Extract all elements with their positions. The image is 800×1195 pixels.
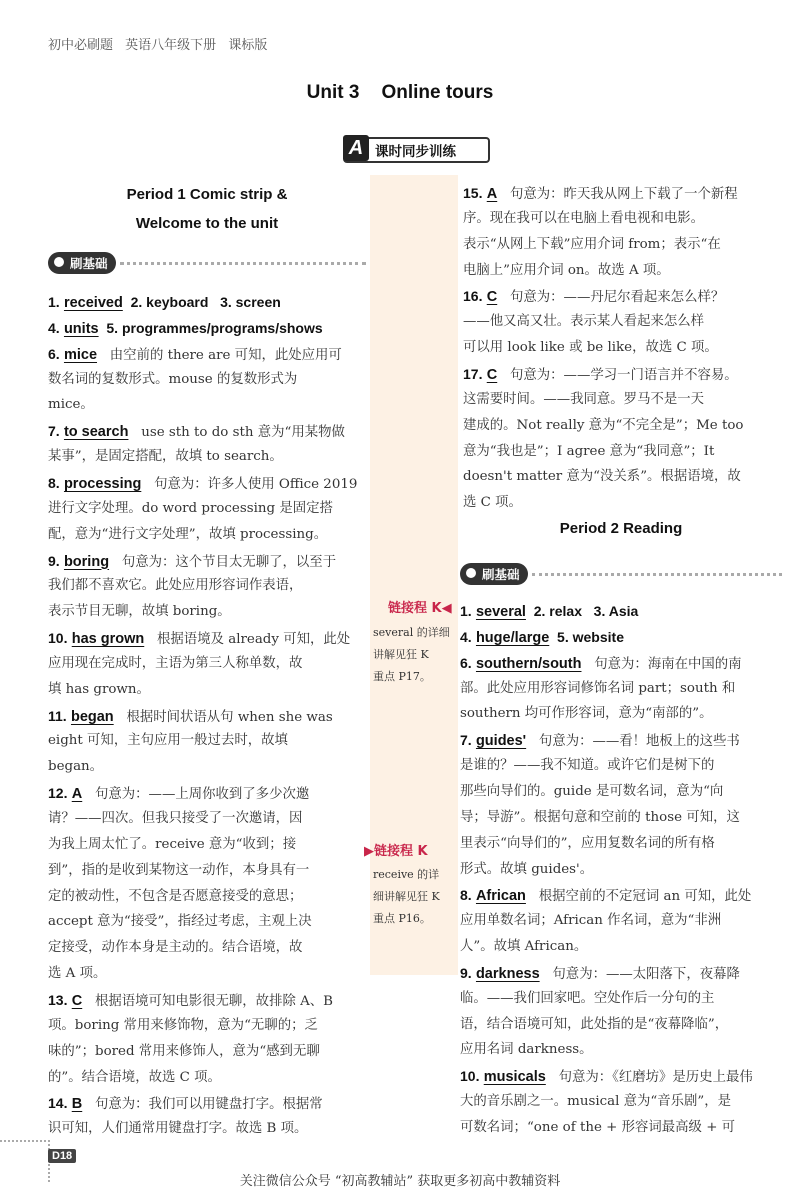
section-tag: 刷基础 xyxy=(460,563,528,585)
answer-word: musicals xyxy=(483,1069,546,1086)
link-note-1-line: several 的详细 xyxy=(373,626,450,639)
explanation-text: 电脑上”应用介词 on。故选 A 项。 xyxy=(463,262,670,278)
answer-line xyxy=(48,470,357,498)
explanation-text: 某事”，是固定搭配，故填 to search。 xyxy=(48,449,283,465)
answer-line xyxy=(48,728,288,754)
answer-line xyxy=(460,1012,728,1038)
section-banner xyxy=(343,137,490,163)
item-number: 9. xyxy=(48,552,60,569)
explanation-text: 句意为：——学习一门语言并不容易。 xyxy=(497,367,738,383)
explanation-text: 的”。结合语境，故选 C 项。 xyxy=(48,1069,221,1085)
footer-note: 关注微信公众号 “初高教辅站” 获取更多初高中教辅资料 xyxy=(239,1174,561,1189)
answer-line xyxy=(460,624,624,652)
answer-line xyxy=(48,884,302,910)
unit-name: Online tours xyxy=(381,82,494,103)
answer-line xyxy=(460,753,714,779)
answer-line xyxy=(460,650,742,678)
answer-line xyxy=(48,496,333,522)
explanation-text: mice。 xyxy=(48,397,94,413)
link-note-2-line: 细讲解见狂 K xyxy=(373,890,440,903)
explanation-text: 填 has grown。 xyxy=(48,681,150,697)
explanation-text: 数名词的复数形式。mouse 的复数形式为 xyxy=(48,371,298,387)
explanation-text: use sth to do sth 意为“用某物做 xyxy=(128,425,345,441)
link-note-2 xyxy=(373,864,440,930)
answer-line xyxy=(463,361,738,389)
answer-line xyxy=(460,598,638,626)
answer-line xyxy=(463,464,741,490)
unit-title xyxy=(0,82,800,104)
answer-line xyxy=(48,418,345,446)
answer-line xyxy=(48,548,336,576)
explanation-text: 进行文字处理。do word processing 是固定搭 xyxy=(48,500,333,516)
answer-line xyxy=(463,232,721,258)
item-number: 6. xyxy=(460,654,472,671)
explanation-text: 句意为：——太阳落下，夜幕降 xyxy=(539,966,740,982)
right-section-label xyxy=(460,563,782,585)
item-number: 17. xyxy=(463,365,483,382)
explanation-text: began。 xyxy=(48,759,104,775)
answer-line xyxy=(48,909,312,935)
answer-word: African xyxy=(475,888,526,905)
answer-line xyxy=(460,908,721,934)
answer-word: A xyxy=(486,186,498,202)
explanation-text: 可数名词；“one of the + 形容词最高级 + 可 xyxy=(460,1120,736,1135)
explanation-text: ——他又高又壮。表示某人看起来怎么样 xyxy=(463,314,705,330)
explanation-text: accept 意为“接受”，指经过考虑，主观上决 xyxy=(48,914,312,930)
answer-line xyxy=(48,444,283,470)
answer-line xyxy=(463,206,704,232)
item-number: 7. xyxy=(460,732,472,749)
explanation-text: 序。现在我可以在电脑上看电视和电影。 xyxy=(463,210,705,226)
explanation-text: 里表示“向导们的”，应用复数名词的所有格 xyxy=(460,835,715,851)
explanation-text: 句意为：《红磨坊》是历史上最伟 xyxy=(545,1070,753,1086)
explanation-text: 2. relax 3. Asia xyxy=(525,603,639,619)
period2-heading: Period 2 Reading xyxy=(559,520,683,537)
explanation-text: 到”，指的是收到某物这一动作，本身具有一 xyxy=(48,862,310,878)
explanation-text: 识可知，人们通常用键盘打字。故选 B 项。 xyxy=(48,1121,308,1137)
explanation-text: 句意为：许多人使用 Office 2019 xyxy=(141,476,358,492)
left-section-label xyxy=(48,252,366,274)
explanation-text: 根据语境可知电影很无聊，故排除 A、B xyxy=(82,993,334,1009)
answer-line xyxy=(48,1039,320,1065)
item-number: 15. xyxy=(463,185,483,201)
answer-line xyxy=(460,882,751,910)
explanation-text: 根据语境及 already 可知，此处 xyxy=(144,632,351,648)
explanation-text: 大的音乐剧之一。musical 意为“音乐剧”，是 xyxy=(460,1094,732,1110)
answer-line xyxy=(48,858,309,884)
explanation-text: 句意为：——上周你收到了多少次邀 xyxy=(82,787,310,803)
item-number: 10. xyxy=(460,1068,480,1085)
answer-line xyxy=(48,677,150,703)
answer-word: guides' xyxy=(475,733,527,750)
explanation-text: 2. keyboard 3. screen xyxy=(122,294,281,310)
answer-line xyxy=(463,283,724,311)
answer-line xyxy=(463,258,670,284)
explanation-text: 意为“我也是”；I agree 意为“我同意”；It xyxy=(463,443,715,459)
answer-line xyxy=(48,573,302,599)
explanation-text: 根据空前的不定冠词 an 可知，此处 xyxy=(525,889,752,905)
item-number: 4. xyxy=(48,319,60,336)
answer-line xyxy=(460,1115,735,1141)
explanation-text: 应用单数名词；African 作名词，意为“非洲 xyxy=(460,913,722,929)
explanation-text: 语，结合语境可知，此处指的是“夜幕降临”， xyxy=(460,1016,729,1032)
answer-word: C xyxy=(486,366,498,383)
answer-line xyxy=(460,701,713,727)
header-book: 初中必刷题 xyxy=(48,38,114,53)
banner-badge: A xyxy=(343,135,369,161)
explanation-text: southern 均可作形容词，意为“南部的”。 xyxy=(460,706,713,722)
explanation-text: 味的”；bored 常用来修饰人，意为“感到无聊 xyxy=(48,1043,320,1059)
answer-word: received xyxy=(63,295,123,311)
explanation-text: 句意为：——看！地板上的这些书 xyxy=(526,734,740,750)
answer-line xyxy=(48,1013,318,1039)
answer-line xyxy=(48,806,302,832)
answer-word: has grown xyxy=(71,631,145,648)
answer-line xyxy=(463,413,744,439)
answer-word: C xyxy=(486,289,498,306)
explanation-text: 句意为：——丹尼尔看起来怎么样？ xyxy=(497,290,725,306)
explanation-text: 定接受，动作本身是主动的。结合语境，故 xyxy=(48,940,303,956)
explanation-text: 句意为：海南在中国的南 xyxy=(581,656,742,672)
answer-line xyxy=(48,935,302,961)
explanation-text: 可以用 look like 或 be like，故选 C 项。 xyxy=(463,340,718,356)
item-number: 8. xyxy=(460,887,472,904)
explanation-text: eight 可知，主句应用一般过去时，故填 xyxy=(48,733,288,749)
explanation-text: 选 A 项。 xyxy=(48,966,107,982)
explanation-text: 由空前的 there are 可知，此处应用可 xyxy=(97,347,342,363)
answer-line xyxy=(48,289,281,317)
answer-line xyxy=(463,180,738,208)
link-note-heading-1: 链接程 K◀ xyxy=(388,601,452,616)
explanation-text: 这需要时间。——我同意。罗马不是一天 xyxy=(463,391,705,407)
explanation-text: 项。boring 常用来修饰物，意为“无聊的；乏 xyxy=(48,1017,318,1033)
link-note-1-line: 重点 P17。 xyxy=(373,670,431,683)
section-tag: 刷基础 xyxy=(48,252,116,274)
item-number: 16. xyxy=(463,288,483,305)
answer-line xyxy=(48,392,94,418)
answer-word: units xyxy=(63,320,99,337)
explanation-text: 配，意为“进行文字处理”，故填 processing。 xyxy=(48,526,328,542)
explanation-text: 选 C 项。 xyxy=(463,495,522,511)
answer-line xyxy=(460,676,735,702)
header-edition: 课标版 xyxy=(228,38,268,53)
explanation-text: 句意为：我们可以用键盘打字。根据常 xyxy=(82,1097,323,1113)
answer-word: to search xyxy=(63,424,129,441)
dotted-rule xyxy=(532,572,782,576)
explanation-text: 句意为：昨天我从网上下载了一个新程 xyxy=(497,187,738,202)
explanation-text: 部。此处应用形容词修饰名词 part；south 和 xyxy=(460,680,736,696)
answer-line xyxy=(460,805,740,831)
answer-word: darkness xyxy=(475,965,540,982)
explanation-text: 为我上周太忙了。receive 意为“收到；接 xyxy=(48,836,297,852)
item-number: 6. xyxy=(48,345,60,362)
answer-line xyxy=(463,439,714,465)
answer-line xyxy=(48,832,296,858)
item-number: 4. xyxy=(460,628,472,645)
item-number: 1. xyxy=(48,294,60,310)
dotted-rule xyxy=(120,261,366,265)
link-note-heading-2: ▶链接程 K xyxy=(364,844,428,859)
explanation-text: doesn't matter 意为“没关系”。根据语境，故 xyxy=(463,469,741,485)
answer-line xyxy=(48,651,302,677)
answer-line xyxy=(460,857,593,883)
item-number: 1. xyxy=(460,603,472,619)
answer-word: southern/south xyxy=(475,655,582,672)
item-number: 7. xyxy=(48,423,60,440)
answer-line xyxy=(48,1116,307,1142)
answer-line xyxy=(48,625,350,653)
explanation-text: 定的被动性，不包含是否愿意接受的意思； xyxy=(48,888,303,904)
explanation-text: 应用现在完成时，主语为第三人称单数，故 xyxy=(48,655,303,671)
answer-line xyxy=(463,387,704,413)
answer-line xyxy=(460,831,715,857)
answer-line xyxy=(48,987,333,1015)
link-note-2-line: receive 的详 xyxy=(373,868,440,881)
link-note-1 xyxy=(373,622,450,688)
item-number: 13. xyxy=(48,991,68,1008)
answer-line xyxy=(48,961,106,987)
answer-word: processing xyxy=(63,475,142,492)
explanation-text: 5. programmes/programs/shows xyxy=(98,319,323,336)
banner-text: 课时同步训练 xyxy=(375,144,456,160)
answer-line xyxy=(48,315,323,343)
unit-number: Unit 3 xyxy=(306,82,360,103)
item-number: 9. xyxy=(460,964,472,981)
answer-line xyxy=(48,703,333,731)
explanation-text: 应用名词 darkness。 xyxy=(460,1042,593,1058)
explanation-text: 那些向导们的。guide 是可数名词，意为“向 xyxy=(460,783,724,799)
item-number: 11. xyxy=(48,707,67,724)
answer-word: mice xyxy=(63,346,98,363)
answer-word: boring xyxy=(63,553,110,570)
explanation-text: 导；导游”。根据句意和空前的 those 可知，这 xyxy=(460,809,740,825)
answer-word: A xyxy=(71,786,83,803)
answer-word: began xyxy=(70,708,114,725)
period1-heading-line2: Welcome to the unit xyxy=(135,215,279,232)
answer-line xyxy=(463,309,704,335)
answer-word: C xyxy=(71,992,83,1009)
item-number: 10. xyxy=(48,630,68,647)
explanation-text: 根据时间状语从句 when she was xyxy=(113,709,333,725)
answer-line xyxy=(48,599,231,625)
answer-word: several xyxy=(475,604,526,620)
explanation-text: 请？——四次。但我只接受了一次邀请，因 xyxy=(48,811,303,826)
explanation-text: 表示节目无聊，故填 boring。 xyxy=(48,604,231,620)
answer-line xyxy=(48,754,103,780)
explanation-text: 临。——我们回家吧。空处作后一分句的主 xyxy=(460,990,715,1006)
running-header xyxy=(48,34,275,53)
explanation-text: 形式。故填 guides'。 xyxy=(460,861,594,877)
link-note-2-line: 重点 P16。 xyxy=(373,912,431,925)
answer-line xyxy=(463,335,718,361)
answer-line xyxy=(460,986,714,1012)
answer-line xyxy=(460,727,740,755)
answer-line xyxy=(460,1089,731,1115)
answer-line xyxy=(48,367,297,393)
answer-line xyxy=(463,490,522,516)
explanation-text: 建成的。Not really 意为“不完全是”；Me too xyxy=(463,417,744,433)
explanation-text: 5. website xyxy=(549,628,624,645)
link-note-1-line: 讲解见狂 K xyxy=(373,648,429,661)
explanation-text: 是谁的？——我不知道。或许它们是树下的 xyxy=(460,758,715,774)
explanation-text: 我们都不喜欢它。此处应用形容词作表语， xyxy=(48,578,303,594)
page-number: D18 xyxy=(48,1149,76,1163)
header-subject: 英语八年级下册 xyxy=(125,38,217,53)
answer-line xyxy=(460,779,723,805)
answer-word: huge/large xyxy=(475,629,550,646)
answer-word: B xyxy=(71,1096,83,1113)
item-number: 8. xyxy=(48,474,60,491)
answer-line xyxy=(48,780,309,808)
answer-line xyxy=(48,1065,221,1091)
period1-heading-line1: Period 1 Comic strip & xyxy=(126,186,288,203)
answer-line xyxy=(48,1090,323,1118)
answer-line xyxy=(460,934,587,960)
answer-line xyxy=(460,960,740,988)
explanation-text: 表示“从网上下载”应用介词 from；表示“在 xyxy=(463,236,721,252)
explanation-text: 人”。故填 African。 xyxy=(460,939,588,955)
explanation-text: 句意为：这个节目太无聊了，以至于 xyxy=(109,554,337,570)
answer-line xyxy=(460,1063,753,1091)
answer-line xyxy=(48,341,342,369)
item-number: 14. xyxy=(48,1095,68,1112)
answer-line xyxy=(460,1037,593,1063)
item-number: 12. xyxy=(48,785,68,802)
answer-line xyxy=(48,522,327,548)
